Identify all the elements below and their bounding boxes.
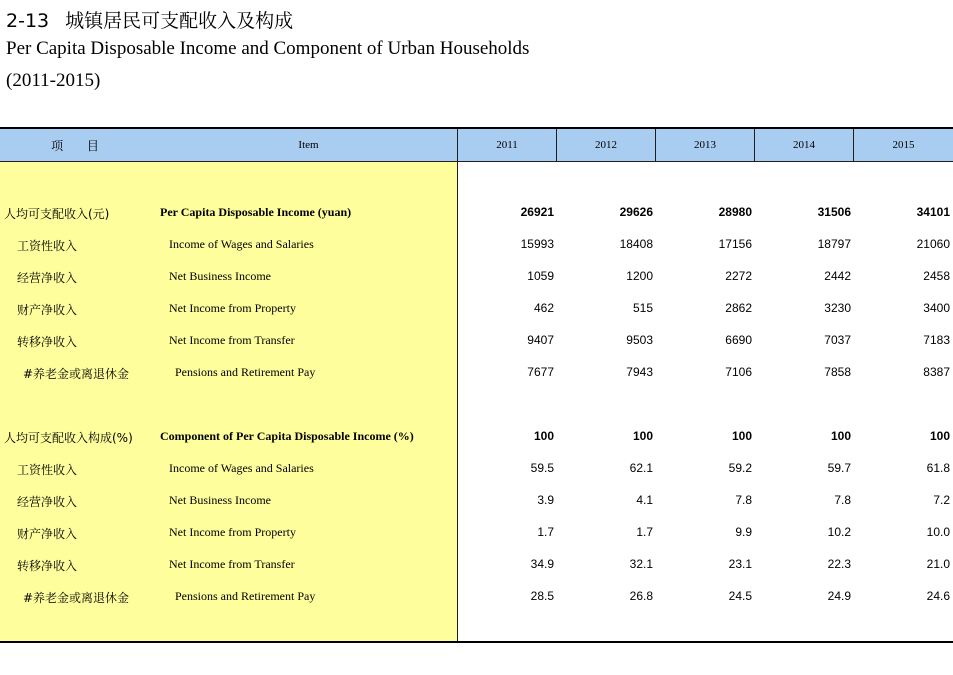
value-cell-2012: 515: [632, 301, 653, 315]
value-cell-2012: 4.1: [636, 493, 653, 507]
value-cell-2012: 7943: [626, 365, 653, 379]
value-cell-2014: 24.9: [827, 589, 851, 603]
table-row: [0, 586, 953, 606]
value-cell-2011: 34.9: [530, 557, 554, 571]
value-cell-2011: 28.5: [530, 589, 554, 603]
header-year-2013: 2013: [655, 129, 754, 161]
value-cell-2014: 3230: [824, 301, 851, 315]
value-cell-2013: 2272: [725, 269, 752, 283]
row-label-cn: 人均可支配收入构成(%): [4, 431, 133, 445]
row-label-en: Net Business Income: [169, 493, 271, 507]
table-title-english: Per Capita Disposable Income and Component of Urban Households: [6, 38, 530, 59]
row-label-en: Net Income from Transfer: [169, 333, 295, 347]
row-label-en: Pensions and Retirement Pay: [175, 365, 316, 379]
value-cell-2011: 7677: [527, 365, 554, 379]
value-cell-2013: 24.5: [728, 589, 752, 603]
value-cell-2015: 8387: [923, 365, 950, 379]
row-label-cn: 转移净收入: [17, 559, 78, 573]
row-label-cn: 财产净收入: [17, 303, 78, 317]
row-label-cn: 工资性收入: [17, 239, 78, 253]
value-cell-2011: 462: [533, 301, 554, 315]
value-cell-2013: 7106: [725, 365, 752, 379]
row-label-en: Component of Per Capita Disposable Income (%): [160, 429, 414, 443]
table-row: [0, 330, 953, 350]
header-item-en: Item: [298, 139, 319, 151]
value-cell-2013: 23.1: [728, 557, 752, 571]
value-cell-2015: 7.2: [933, 493, 950, 507]
value-cell-2012: 100: [632, 429, 653, 443]
value-cell-2015: 3400: [923, 301, 950, 315]
value-cell-2014: 22.3: [827, 557, 851, 571]
row-label-en: Income of Wages and Salaries: [169, 461, 314, 475]
row-label-en: Net Business Income: [169, 269, 271, 283]
row-label-cn: 转移净收入: [17, 335, 78, 349]
header-year-2014: 2014: [754, 129, 853, 161]
table-year-range: (2011-2015): [6, 70, 101, 91]
row-label-cn: 财产净收入: [17, 527, 78, 541]
value-cell-2012: 18408: [619, 237, 653, 251]
value-cell-2014: 59.7: [827, 461, 851, 475]
table-row: [0, 426, 953, 446]
value-cell-2013: 100: [731, 429, 752, 443]
value-cell-2012: 26.8: [629, 589, 653, 603]
row-label-en: Per Capita Disposable Income (yuan): [160, 205, 352, 219]
table-row: [0, 522, 953, 542]
value-cell-2013: 6690: [725, 333, 752, 347]
value-cell-2014: 2442: [824, 269, 851, 283]
value-cell-2015: 7183: [923, 333, 950, 347]
value-cell-2011: 3.9: [537, 493, 554, 507]
row-label-cn: 经营净收入: [17, 495, 78, 509]
value-cell-2012: 1.7: [636, 525, 653, 539]
value-cell-2013: 17156: [718, 237, 752, 251]
value-cell-2011: 26921: [520, 205, 554, 219]
row-label-en: Net Income from Property: [169, 525, 296, 539]
row-label-cn: #养老金或离退休金: [23, 367, 130, 381]
value-cell-2012: 29626: [619, 205, 653, 219]
table-row: [0, 298, 953, 318]
value-cell-2013: 28980: [718, 205, 752, 219]
value-cell-2014: 7.8: [834, 493, 851, 507]
value-cell-2014: 7858: [824, 365, 851, 379]
table-row: [0, 202, 953, 222]
row-label-cn: 经营净收入: [17, 271, 78, 285]
header-year-2011: 2011: [457, 129, 556, 161]
table-row: [0, 362, 953, 382]
value-cell-2011: 1.7: [537, 525, 554, 539]
header-year-2015: 2015: [853, 129, 953, 161]
value-cell-2015: 21060: [916, 237, 950, 251]
table-header: [0, 129, 953, 162]
value-cell-2012: 1200: [626, 269, 653, 283]
value-cell-2013: 7.8: [735, 493, 752, 507]
row-label-cn: #养老金或离退休金: [23, 591, 130, 605]
value-cell-2011: 9407: [527, 333, 554, 347]
value-cell-2013: 59.2: [728, 461, 752, 475]
table-title-chinese: [6, 6, 293, 33]
row-label-cn: 人均可支配收入(元): [4, 207, 110, 221]
value-cell-2015: 21.0: [926, 557, 950, 571]
table-row: [0, 554, 953, 574]
header-year-2012: 2012: [556, 129, 655, 161]
value-cell-2014: 100: [830, 429, 851, 443]
row-label-cn: 工资性收入: [17, 463, 78, 477]
value-cell-2015: 34101: [916, 205, 950, 219]
value-cell-2015: 10.0: [926, 525, 950, 539]
row-label-en: Net Income from Transfer: [169, 557, 295, 571]
table-row: [0, 266, 953, 286]
value-cell-2012: 32.1: [629, 557, 653, 571]
table-row: [0, 458, 953, 478]
value-cell-2014: 18797: [817, 237, 851, 251]
row-label-en: Income of Wages and Salaries: [169, 237, 314, 251]
table-number: 2-13: [6, 10, 50, 32]
table-row: [0, 490, 953, 510]
bottom-rule: [0, 641, 953, 643]
table-row: [0, 234, 953, 254]
table-title-cn-text: 城镇居民可支配收入及构成: [65, 10, 294, 32]
value-cell-2015: 24.6: [926, 589, 950, 603]
header-item-cn: 项 目: [51, 138, 109, 153]
value-cell-2013: 2862: [725, 301, 752, 315]
value-cell-2013: 9.9: [735, 525, 752, 539]
value-cell-2011: 15993: [520, 237, 554, 251]
value-cell-2015: 61.8: [926, 461, 950, 475]
value-cell-2011: 1059: [527, 269, 554, 283]
row-label-en: Pensions and Retirement Pay: [175, 589, 316, 603]
value-cell-2011: 59.5: [530, 461, 554, 475]
value-cell-2011: 100: [533, 429, 554, 443]
value-cell-2012: 9503: [626, 333, 653, 347]
value-cell-2014: 10.2: [827, 525, 851, 539]
value-cell-2012: 62.1: [629, 461, 653, 475]
value-cell-2014: 7037: [824, 333, 851, 347]
row-label-en: Net Income from Property: [169, 301, 296, 315]
value-cell-2015: 2458: [923, 269, 950, 283]
value-cell-2014: 31506: [817, 205, 851, 219]
value-cell-2015: 100: [929, 429, 950, 443]
